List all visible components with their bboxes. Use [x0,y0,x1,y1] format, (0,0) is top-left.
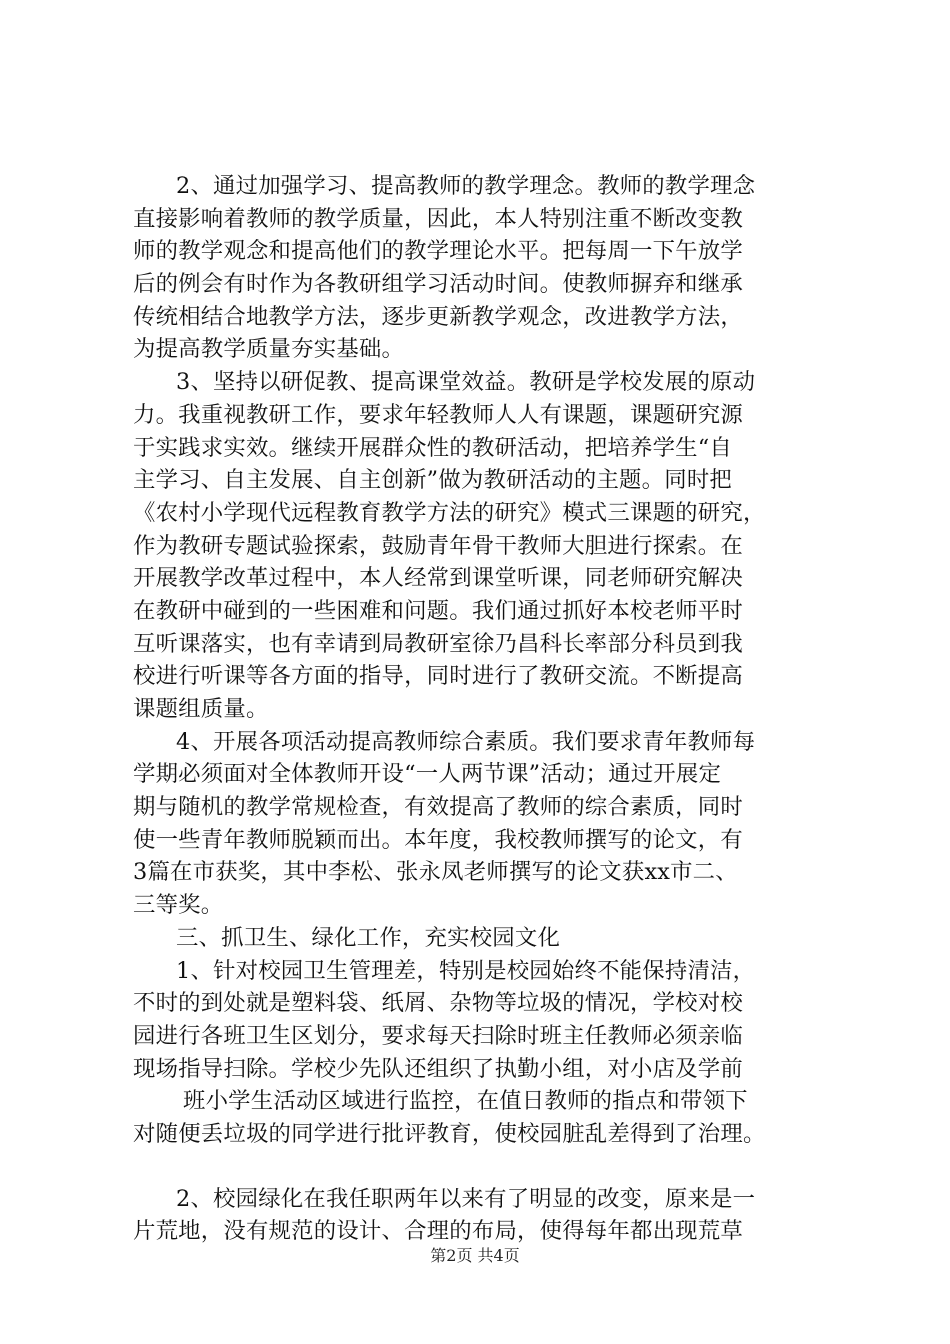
paragraph-greening-line: 2、校园绿化在我任职两年以来有了明显的改变，原来是一 [176,1185,756,1212]
paragraph-4-line: 3篇在市获奖，其中李松、张永凤老师撰写的论文获xx市二、 [133,859,738,886]
paragraph-2-line: 传统相结合地教学方法，逐步更新教学观念，改进教学方法， [133,303,743,330]
paragraph-gap [133,1151,838,1183]
paragraph-2-line: 直接影响着教师的教学质量，因此，本人特别注重不断改变教 [133,205,743,232]
paragraph-3-line: 3、坚持以研促教、提高课堂效益。教研是学校发展的原动 [176,369,756,396]
paragraph-3-line: 互听课落实，也有幸请到局教研室徐乃昌科长率部分科员到我 [133,630,743,657]
paragraph-3-line: 于实践求实效。继续开展群众性的教研活动，把培养学生“自 [133,434,733,461]
paragraph-2-line: 后的例会有时作为各教研组学习活动时间。使教师摒弃和继承 [133,271,743,298]
section-heading: 三、抓卫生、绿化工作，充实校园文化 [176,924,561,951]
document-body [133,170,838,1248]
paragraph-3-line: 校进行听课等各方面的指导，同时进行了教研交流。不断提高 [133,663,743,690]
paragraph-3-line: 主学习、自主发展、自主创新”做为教研活动的主题。同时把 [133,467,733,494]
paragraph-hygiene-line: 现场指导扫除。学校少先队还组织了执勤小组，对小店及学前 [133,1055,743,1082]
paragraph-4-line: 期与随机的教学常规检查，有效提高了教师的综合素质，同时 [133,794,743,821]
paragraph-4-line: 三等奖。 [133,892,224,919]
paragraph-3-line: 开展教学改革过程中，本人经常到课堂听课，同老师研究解决 [133,565,743,592]
paragraph-hygiene-line: 1、针对校园卫生管理差，特别是校园始终不能保持清洁， [176,957,756,984]
paragraph-4-line: 4、开展各项活动提高教师综合素质。我们要求青年教师每 [176,728,756,755]
paragraph-hygiene-line: 班小学生活动区域进行监控，在值日教师的指点和带领下 [183,1088,748,1115]
paragraph-2-line: 2、通过加强学习、提高教师的教学理念。教师的教学理念 [176,173,756,199]
paragraph-2-line: 师的教学观念和提高他们的教学理论水平。把每周一下午放学 [133,238,743,265]
paragraph-hygiene-line: 对随便丢垃圾的同学进行批评教育，使校园脏乱差得到了治理。 [133,1120,766,1147]
paragraph-greening-line: 片荒地，没有规范的设计、合理的布局，使得每年都出现荒草 [133,1218,743,1245]
paragraph-3-line: 《农村小学现代远程教育教学方法的研究》模式三课题的研究， [133,499,766,526]
paragraph-3-line: 作为教研专题试验探索，鼓励青年骨干教师大胆进行探索。在 [133,532,743,559]
paragraph-3-line: 课题组质量。 [133,696,269,722]
paragraph-4-line: 使一些青年教师脱颖而出。本年度，我校教师撰写的论文，有 [133,826,743,853]
paragraph-3-line: 在教研中碰到的一些困难和问题。我们通过抓好本校老师平时 [133,597,743,624]
paragraph-2-line: 为提高教学质量夯实基础。 [133,336,405,363]
paragraph-4-line: 学期必须面对全体教师开设“一人两节课”活动；通过开展定 [133,761,722,788]
page-number-footer: 第2页 共4页 [430,1246,520,1265]
paragraph-hygiene-line: 园进行各班卫生区划分，要求每天扫除时班主任教师必须亲临 [133,1022,743,1049]
paragraph-hygiene-line: 不时的到处就是塑料袋、纸屑、杂物等垃圾的情况，学校对校 [133,990,743,1017]
paragraph-3-line: 力。我重视教研工作，要求年轻教师人人有课题，课题研究源 [133,401,743,428]
